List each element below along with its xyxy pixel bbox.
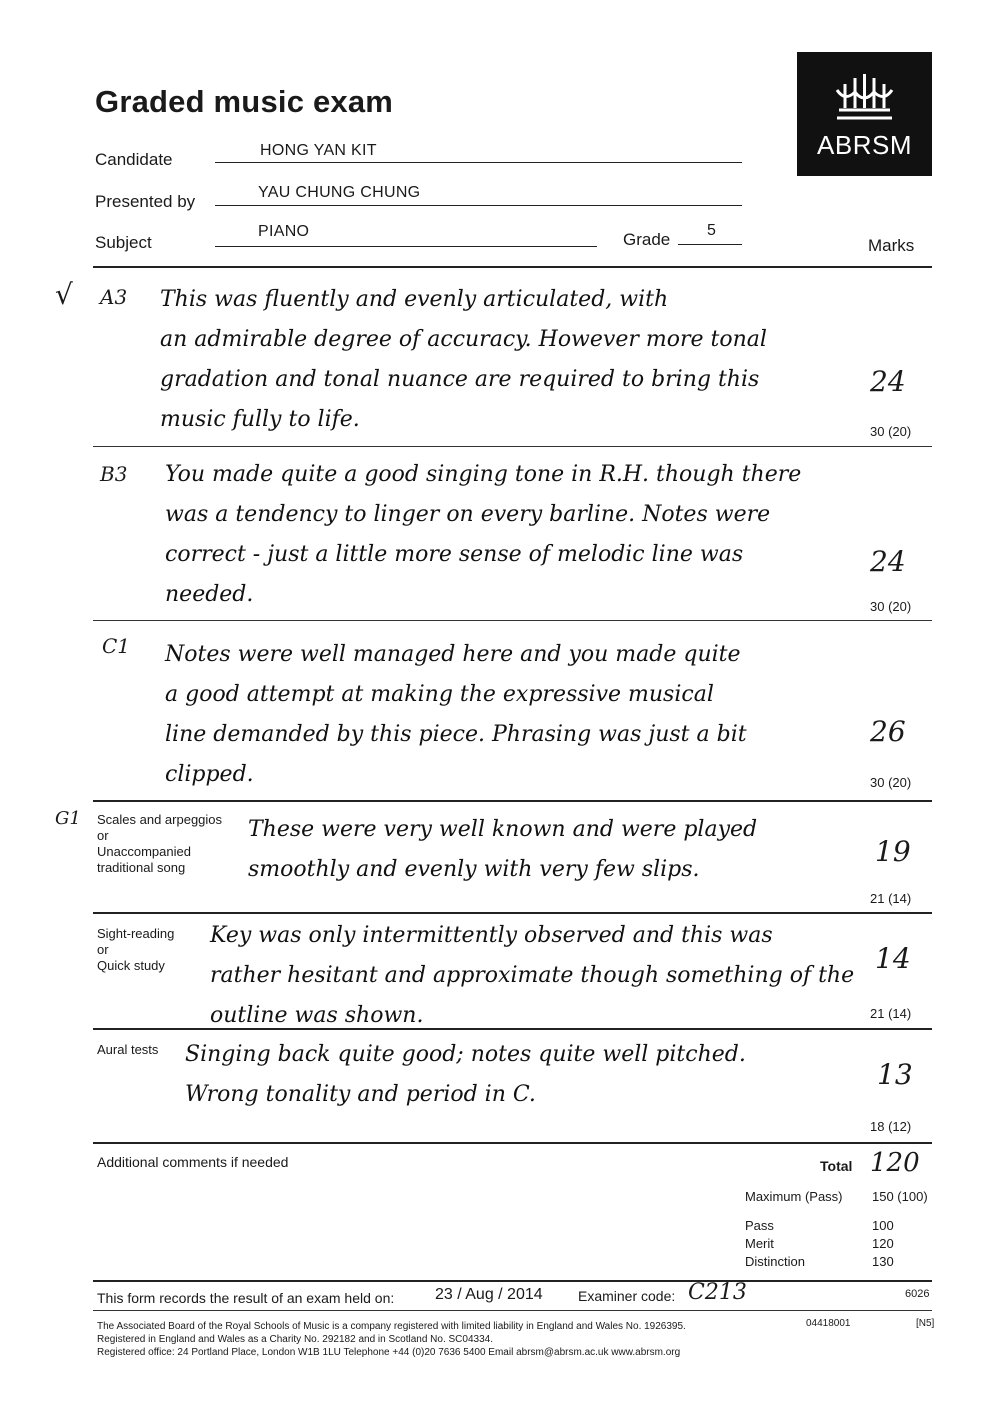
sight-label-line2: Quick study <box>97 958 165 973</box>
merit-label: Merit <box>745 1236 774 1251</box>
pass-value: 100 <box>872 1218 894 1233</box>
scales-option-mark: G1 <box>55 808 81 829</box>
aural-label: Aural tests <box>97 1042 159 1057</box>
scales-label-line3: traditional song <box>97 860 186 875</box>
section-c1-max: 30 (20) <box>870 775 912 790</box>
examiner-code: C213 <box>688 1280 747 1305</box>
aural-max: 18 (12) <box>870 1119 912 1134</box>
divider <box>93 446 932 447</box>
scales-label-line2: Unaccompanied <box>97 844 191 859</box>
section-c1-score: 26 <box>870 715 906 748</box>
divider <box>93 800 932 802</box>
scales-score: 19 <box>875 835 911 868</box>
scales-max: 21 (14) <box>870 891 912 906</box>
marks-header: Marks <box>868 236 915 255</box>
section-b3-label: B3 <box>100 462 128 486</box>
aural-comment: Singing back quite good; notes quite well pitched. Wrong tonality and period in C. <box>185 1042 746 1107</box>
section-b3-max: 30 (20) <box>870 599 912 614</box>
page-title: Graded music exam <box>95 84 394 119</box>
exam-date: 23 / Aug / 2014 <box>435 1286 543 1303</box>
subject-value: PIANO <box>258 223 310 240</box>
examiner-label: Examiner code: <box>578 1288 676 1304</box>
tick-mark: √ <box>55 278 73 311</box>
divider <box>93 1028 932 1030</box>
section-c1-label: C1 <box>102 634 131 658</box>
distinction-value: 130 <box>872 1254 894 1269</box>
logo-text: ABRSM <box>817 130 912 160</box>
grade-value: 5 <box>707 222 717 239</box>
footer-rule <box>93 1310 932 1311</box>
grade-label: Grade <box>623 230 671 249</box>
max-pass-label: Maximum (Pass) <box>745 1189 843 1204</box>
crown-icon <box>797 62 932 132</box>
candidate-label: Candidate <box>95 150 173 169</box>
section-a3-score: 24 <box>870 365 906 398</box>
merit-value: 120 <box>872 1236 894 1251</box>
max-pass-value: 150 (100) <box>872 1189 928 1204</box>
divider <box>93 1142 932 1144</box>
sight-label <box>97 926 174 974</box>
subject-underline <box>215 246 597 247</box>
grade-underline <box>678 244 742 245</box>
pass-label: Pass <box>745 1218 774 1233</box>
section-a3-comment: This was fluently and evenly articulated, with an admirable degree of accuracy. However more tonal gradation and tonal nuance are required to bring this music fully to life. <box>160 287 767 432</box>
scales-label-line1: Scales and arpeggios <box>97 812 223 827</box>
section-b3-score: 24 <box>870 545 906 578</box>
footer-divider <box>93 1280 932 1282</box>
presented-label: Presented by <box>95 192 196 211</box>
record-text: This form records the result of an exam held on: <box>97 1290 395 1306</box>
legal-text <box>97 1320 686 1359</box>
section-b3-comment: You made quite a good singing tone in R.H. though there was a tendency to linger on every barline. Notes were correct - just a little more sense of melodic line was needed. <box>165 462 802 607</box>
divider <box>93 620 932 621</box>
divider <box>93 912 932 914</box>
presented-underline <box>215 205 742 206</box>
form-number: 6026 <box>905 1288 930 1300</box>
section-a3-label: A3 <box>100 285 128 309</box>
sight-comment: Key was only intermittently observed and this was rather hesitant and approximate though something of the outline was shown. <box>210 923 855 1028</box>
sight-max: 21 (14) <box>870 1006 912 1021</box>
candidate-value: HONG YAN KIT <box>260 142 377 159</box>
presented-value: YAU CHUNG CHUNG <box>258 184 421 201</box>
section-c1-comment: Notes were well managed here and you made quite a good attempt at making the expressive musical line demanded by this piece. Phrasing was just a bit clipped. <box>165 642 747 787</box>
additional-comments-label: Additional comments if needed <box>97 1154 289 1170</box>
section-a3-max: 30 (20) <box>870 424 912 439</box>
aural-score: 13 <box>877 1058 913 1091</box>
serial-number: 04418001 <box>806 1318 851 1329</box>
sight-score: 14 <box>875 942 911 975</box>
legal-line-3: Registered office: 24 Portland Place, London W1B 1LU Telephone +44 (0)20 7636 5400 Email abrsm@abrsm.ac.uk www.abrsm.org <box>97 1347 681 1358</box>
subject-label: Subject <box>95 233 152 252</box>
distinction-label: Distinction <box>745 1254 805 1269</box>
candidate-underline <box>215 162 742 163</box>
reference-code: [N5] <box>916 1318 935 1329</box>
total-label: Total <box>820 1158 853 1174</box>
scales-comment: These were very well known and were played smoothly and evenly with very few slips. <box>248 817 758 882</box>
scales-label <box>97 812 222 876</box>
scales-label-or: or <box>97 828 109 843</box>
legal-line-2: Registered in England and Wales as a Charity No. 292182 and in Scotland No. SC04334. <box>97 1334 493 1345</box>
sight-label-or: or <box>97 942 109 957</box>
total-value: 120 <box>870 1148 920 1178</box>
legal-line-1: The Associated Board of the Royal Schools of Music is a company registered with limited liability in England and Wales No. 1926395. <box>97 1321 686 1332</box>
header-divider <box>93 266 932 268</box>
sight-label-line1: Sight-reading <box>97 926 175 941</box>
abrsm-logo <box>797 52 932 176</box>
